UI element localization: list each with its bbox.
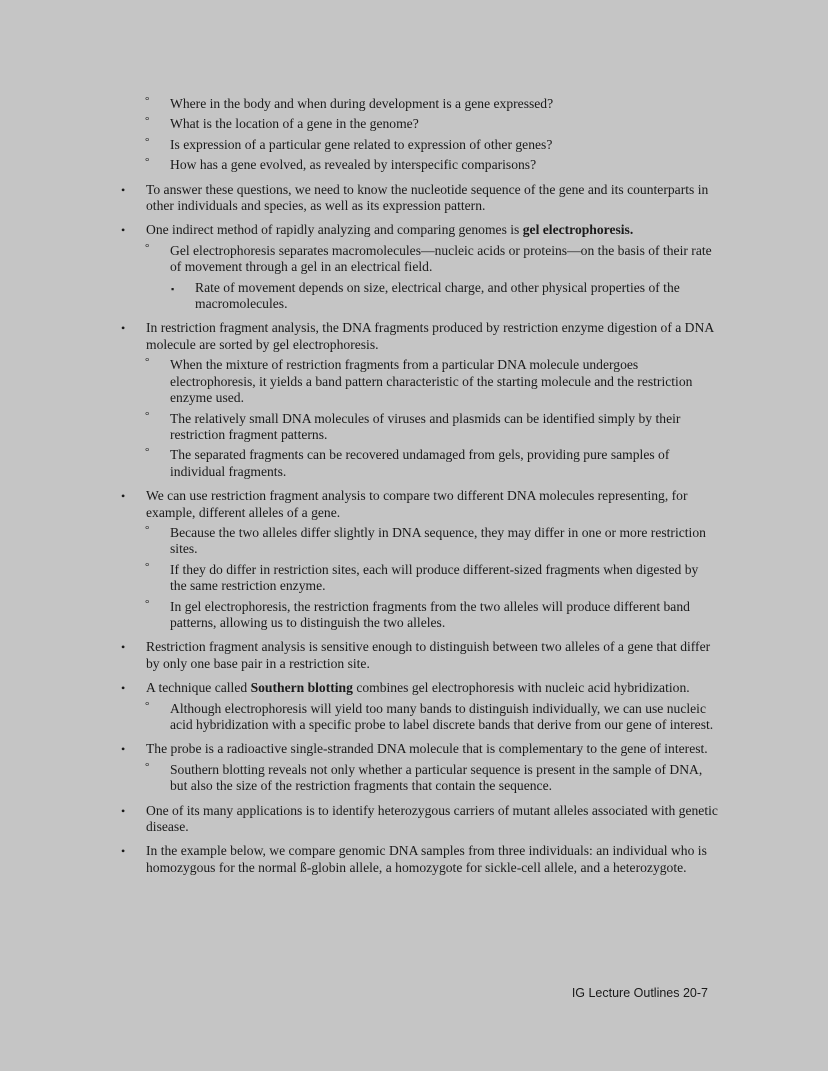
list-item xyxy=(0,843,828,876)
list-item xyxy=(0,411,828,444)
item-text: The probe is a radioactive single-stranded DNA molecule that is complementary to the gene of interest. xyxy=(146,741,708,757)
list-item xyxy=(0,525,828,558)
bullet-marker: • xyxy=(121,803,126,818)
item-text xyxy=(146,222,718,238)
list-item xyxy=(0,182,828,215)
key-term: gel electrophoresis. xyxy=(522,222,634,238)
list-item xyxy=(0,280,828,313)
sub-bullet-marker: ° xyxy=(145,699,150,712)
list-item xyxy=(0,137,828,153)
item-text: Where in the body and when during development is a gene expressed? xyxy=(170,96,554,111)
sub-bullet-marker: ° xyxy=(145,560,150,573)
list-item xyxy=(0,701,828,734)
item-text: Restriction fragment analysis is sensitive enough to distinguish between two alleles of a gene that differ by only one base pair in a restriction site. xyxy=(146,639,711,671)
item-text: Is expression of a particular gene related to expression of other genes? xyxy=(170,136,553,152)
list-item xyxy=(0,222,828,238)
bullet-marker: • xyxy=(121,182,126,197)
item-text: How has a gene evolved, as revealed by interspecific comparisons? xyxy=(170,157,537,173)
list-item xyxy=(0,116,828,132)
item-text-part: A technique called xyxy=(146,680,251,696)
item-text-part: combines gel electrophoresis with nucleic acid hybridization. xyxy=(352,680,690,696)
item-text xyxy=(146,680,718,696)
list-item xyxy=(0,447,828,480)
sub-bullet-marker: ° xyxy=(145,523,150,536)
sub-bullet-marker: ° xyxy=(145,115,150,128)
item-text: When the mixture of restriction fragments from a particular DNA molecule undergoes electrophoresis, it yields a band pattern characteristic of the starting molecule and the restriction enzyme used. xyxy=(170,357,693,406)
sub-bullet-marker: ° xyxy=(145,95,150,107)
item-text: Although electrophoresis will yield too many bands to distinguish individually, we can use nucleic acid hybridization with a specific probe to label discrete bands that derive from our gene of interest. xyxy=(170,700,714,732)
square-bullet-marker: ▪ xyxy=(171,283,175,294)
list-item xyxy=(0,639,828,672)
item-text: What is the location of a gene in the genome? xyxy=(170,116,419,132)
key-term: Southern blotting xyxy=(250,680,353,696)
bullet-marker: • xyxy=(121,321,126,336)
item-text: To answer these questions, we need to know the nucleotide sequence of the gene and its counterparts in other individuals and species, as well as its expression pattern. xyxy=(146,181,709,214)
sub-bullet-marker: ° xyxy=(145,597,150,610)
sub-bullet-marker: ° xyxy=(145,241,150,254)
item-text: We can use restriction fragment analysis to compare two different DNA molecules representing, for example, different alleles of a gene. xyxy=(146,488,688,520)
item-text: The separated fragments can be recovered undamaged from gels, providing pure samples of individual fragments. xyxy=(170,447,670,479)
list-item xyxy=(0,488,828,521)
bullet-marker: • xyxy=(121,640,126,655)
list-item xyxy=(0,762,828,795)
sub-bullet-marker: ° xyxy=(145,409,150,422)
list-item xyxy=(0,357,828,406)
bullet-marker: • xyxy=(121,489,126,504)
item-text: In gel electrophoresis, the restriction fragments from the two alleles will produce different band patterns, allowing us to distinguish the two alleles. xyxy=(170,598,690,630)
list-item xyxy=(0,741,828,757)
item-text: In restriction fragment analysis, the DNA fragments produced by restriction enzyme digestion of a DNA molecule are sorted by gel electrophoresis. xyxy=(146,320,714,352)
bullet-marker: • xyxy=(121,742,126,757)
lecture-outline xyxy=(0,96,828,876)
list-item xyxy=(0,96,828,112)
list-item xyxy=(0,157,828,173)
sub-bullet-marker: ° xyxy=(145,760,150,773)
list-item xyxy=(0,803,828,836)
sub-bullet-marker: ° xyxy=(145,156,150,169)
bullet-marker: • xyxy=(121,223,126,238)
bullet-marker: • xyxy=(121,844,126,859)
sub-bullet-marker: ° xyxy=(145,356,150,369)
item-text: The relatively small DNA molecules of viruses and plasmids can be identified simply by their restriction fragment patterns. xyxy=(170,410,681,442)
item-text: Southern blotting reveals not only whether a particular sequence is present in the sample of DNA, but also the size of the restriction fragments that contain the sequence. xyxy=(170,761,703,794)
item-text: One of its many applications is to identify heterozygous carriers of mutant alleles associated with genetic disease. xyxy=(146,802,718,835)
list-item xyxy=(0,680,828,696)
item-text: Rate of movement depends on size, electrical charge, and other physical properties of the macromolecules. xyxy=(195,279,680,312)
item-text: Because the two alleles differ slightly in DNA sequence, they may differ in one or more restriction sites. xyxy=(170,524,706,557)
sub-bullet-marker: ° xyxy=(145,135,150,148)
page-footer: IG Lecture Outlines 20-7 xyxy=(571,986,708,1000)
bullet-marker: • xyxy=(121,681,126,696)
item-text: Gel electrophoresis separates macromolecules—nucleic acids or proteins—on the basis of their rate of movement through a gel in an electrical field. xyxy=(170,242,712,275)
list-item xyxy=(0,599,828,632)
item-text-part: One indirect method of rapidly analyzing and comparing genomes is xyxy=(146,222,523,238)
list-item xyxy=(0,243,828,276)
item-text: If they do differ in restriction sites, each will produce different-sized fragments when digested by the same restriction enzyme. xyxy=(170,561,699,594)
sub-bullet-marker: ° xyxy=(145,446,150,459)
list-item xyxy=(0,562,828,595)
list-item xyxy=(0,320,828,353)
item-text: In the example below, we compare genomic DNA samples from three individuals: an individual who is homozygous for the normal ß-globin allele, a homozygote for sickle-cell allele, and a heterozygote. xyxy=(146,843,707,875)
